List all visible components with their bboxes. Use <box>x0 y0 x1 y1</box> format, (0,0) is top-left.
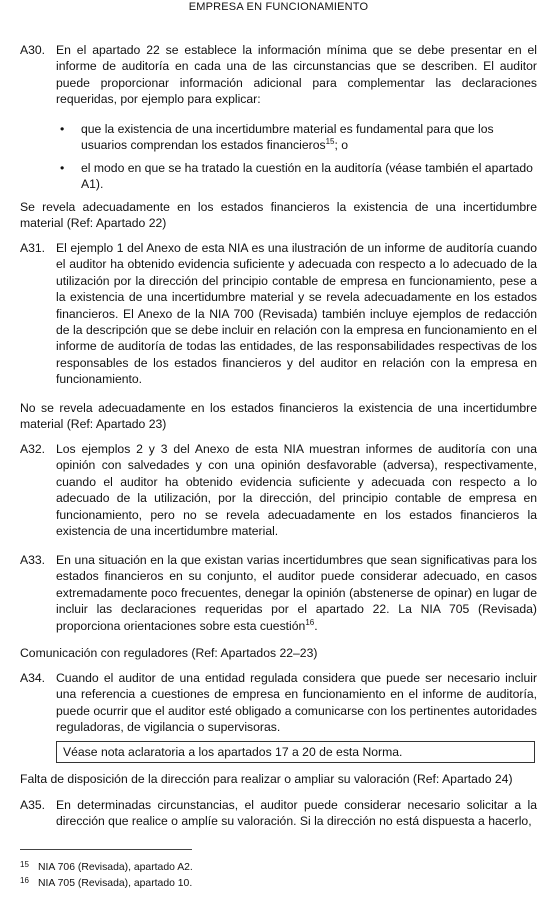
section-heading-inadequate-disclosure: No se revela adecuadamente en los estados financieros la existencia de una incertidumbre material (Ref: Apartado 23) <box>20 401 537 432</box>
paragraph-a31-text: El ejemplo 1 del Anexo de esta NIA es una ilustración de un informe de auditoría cuando el auditor ha obtenido evidencia suficiente y adecuada con respecto a lo adecuado de la utilización por la dirección del principio contable de empresa en funcionamiento, pese a la existencia de una incertidumbre material y se revela adecuadamente en los estados financieros. El Anexo de la NIA 700 (Revisada) también incluye ejemplos de redacción de la descripción que se debe incluir en relación con la empresa en funcionamiento en el informe de auditoría de todas las entidades, de las responsabilidades respectivas de los responsables de los estados financieros y del auditor en relación con la empresa en funcionamiento. <box>56 241 537 387</box>
footnote-text: NIA 705 (Revisada), apartado 10. <box>38 878 193 889</box>
section-heading-regulators: Comunicación con reguladores (Ref: Apartados 22–23) <box>20 646 318 660</box>
paragraph-number-a34: A34. <box>20 671 46 685</box>
bullet-marker: • <box>60 122 65 136</box>
footnote-divider <box>20 849 192 850</box>
footnote-16 <box>20 874 192 891</box>
paragraph-a33-text <box>56 552 537 634</box>
paragraph-a32-text: Los ejemplos 2 y 3 del Anexo de esta NIA muestran informes de auditoría con una opinión con salvedades y con una opinión desfavorable (adversa), respectivamente, cuando el auditor ha obtenido evidencia suficiente y adecuada con respecto a lo adecuado de la utilización, por la dirección, del principio contable de empresa en funcionamiento, pero no se revela adecuadamente en los estados financieros la existencia de una incertidumbre material. <box>56 442 537 539</box>
section-heading-management-assessment: Falta de disposición de la dirección para realizar o ampliar su valoración (Ref: Apartado 24) <box>20 772 513 786</box>
footnote-ref-15: 15 <box>325 137 335 147</box>
paragraph-number-a32: A32. <box>20 442 46 456</box>
paragraph-a33-body: En una situación en la que existan varias incertidumbres que sean significativas para los estados financieros en su conjunto, el auditor puede considerar adecuado, en casos extremadamente poco frecuentes, denegar la opinión (abstenerse de opinar) en lugar de incluir las declaraciones requeridas por el apartado 22. La NIA 705 (Revisada) proporciona orientaciones sobre esta cuestión <box>56 553 537 633</box>
footnote-15 <box>20 858 193 875</box>
page-header: EMPRESA EN FUNCIONAMIENTO <box>188 1 369 13</box>
section-heading-adequate-disclosure: Se revela adecuadamente en los estados financieros la existencia de una incertidumbre material (Ref: Apartado 22) <box>20 200 537 231</box>
paragraph-a35-text: En determinadas circunstancias, el auditor puede considerar necesario solicitar a la dirección que realice o amplíe su valoración. Si la dirección no está dispuesta a hacerlo, <box>56 798 537 829</box>
bullet-marker: • <box>60 161 65 175</box>
paragraph-number-a33: A33. <box>20 553 46 567</box>
bullet-item-1-text: que la existencia de una incertidumbre material es fundamental para que los usuarios comprendan los estados financieros <box>81 122 494 153</box>
explanatory-note-box: Véase nota aclaratoria a los apartados 17 a 20 de esta Norma. <box>56 741 535 763</box>
paragraph-number-a30: A30. <box>20 43 46 57</box>
footnote-text: NIA 706 (Revisada), apartado A2. <box>38 862 193 873</box>
footnote-ref-16: 16 <box>305 617 315 627</box>
paragraph-number-a35: A35. <box>20 798 46 812</box>
footnote-number: 15 <box>20 860 29 869</box>
bullet-item-1 <box>81 121 537 154</box>
bullet-item-2: el modo en que se ha tratado la cuestión en la auditoría (véase también el apartado A1). <box>81 161 533 192</box>
bullet-item-1-tail: ; o <box>334 138 349 153</box>
paragraph-number-a31: A31. <box>20 241 46 255</box>
footnote-number: 16 <box>20 876 29 885</box>
paragraph-a30-text: En el apartado 22 se establece la información mínima que se debe presentar en el informe de auditoría en cada una de las circunstancias que se describen. El auditor puede proporcionar información adicional para complementar las declaraciones requeridas, por ejemplo para explicar: <box>56 43 537 107</box>
paragraph-a34-text: Cuando el auditor de una entidad regulada considera que puede ser necesario incluir una referencia a cuestiones de empresa en funcionamiento en el informe de auditoría, puede ocurrir que el auditor esté obligado a comunicarse con los pertinentes autoridades reguladoras, de vigilancia o supervisoras. <box>56 671 537 735</box>
paragraph-a33-tail: . <box>314 618 318 633</box>
